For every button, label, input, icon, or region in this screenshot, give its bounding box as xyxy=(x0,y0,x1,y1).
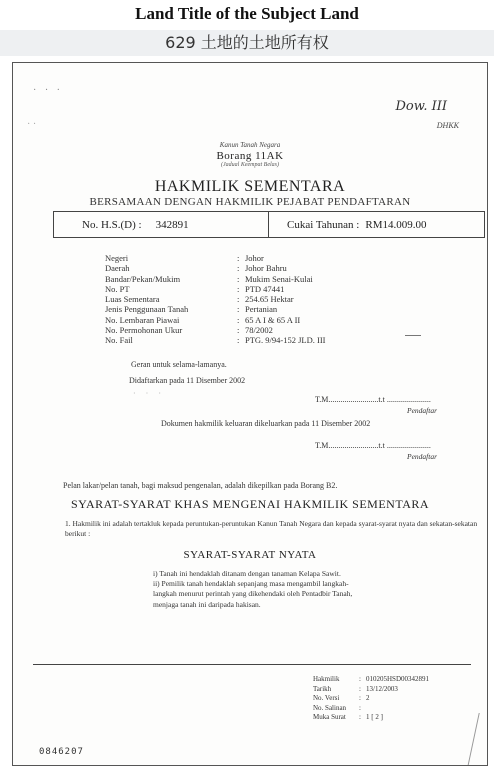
stamp-smudge: · · · xyxy=(133,389,165,398)
meta-row: Tarikh : 13/12/2003 xyxy=(313,684,398,693)
hs-label: No. H.S.(D) : xyxy=(82,218,142,231)
detail-label: No. Permohonan Ukur xyxy=(105,325,183,336)
meta-value: 13/12/2003 xyxy=(366,684,398,693)
borang-label: Borang 11AK xyxy=(216,150,284,162)
cukai-cell xyxy=(269,219,484,231)
page-subtitle: 629 土地的土地所有权 xyxy=(165,33,329,52)
detail-value: 78/2002 xyxy=(245,325,273,336)
detail-row: Daerah : Johor Bahru xyxy=(105,263,425,273)
detail-value: Pertanian xyxy=(245,304,278,315)
scanned-land-title-document xyxy=(12,62,488,766)
meta-value: 010205HSD00342891 xyxy=(366,675,430,683)
meta-label: No. Salinan xyxy=(313,703,347,712)
scan-specks-2: · · xyxy=(27,119,37,130)
meta-value: 1 [ 2 ] xyxy=(366,713,383,722)
detail-label: No. Lembaran Piawai xyxy=(105,314,180,325)
hs-number-cell xyxy=(54,212,269,237)
detail-label: Luas Sementara xyxy=(105,294,160,305)
meta-label: Hakmilik xyxy=(313,675,340,683)
detail-row: Bandar/Pekan/Mukim : Mukim Senai-Kulai xyxy=(105,274,425,284)
conditions-list xyxy=(153,569,353,610)
detail-value: Johor xyxy=(245,253,264,263)
special-conditions-heading: SYARAT-SYARAT KHAS MENGENAI HAKMILIK SEMENTARA xyxy=(70,497,430,511)
meta-row: Muka Surat : 1 [ 2 ] xyxy=(313,713,383,722)
form-header xyxy=(13,141,487,168)
detail-label: Bandar/Pekan/Mukim xyxy=(105,273,181,284)
detail-row: No. Permohonan Ukur : 78/2002 xyxy=(105,325,425,335)
express-conditions-heading: SYARAT-SYARAT NYATA xyxy=(183,549,317,561)
signature-line-1: T.M.........................t.t ...................... xyxy=(315,395,431,404)
land-details xyxy=(105,253,425,346)
detail-value: PTD 47441 xyxy=(245,283,285,294)
meta-label: Muka Surat xyxy=(313,713,346,722)
detail-value: PTG. 9/94-152 JLD. III xyxy=(245,335,326,346)
title-number-box xyxy=(53,211,485,238)
detail-value: 254.65 Hektar xyxy=(245,294,294,305)
corner-code: DHKK xyxy=(436,121,459,130)
jadual-label: (Jadual Keempat Belas) xyxy=(221,162,279,168)
margin-note: Dow. III xyxy=(395,99,447,114)
document-subheading: BERSAMAAN DENGAN HAKMILIK PEJABAT PENDAFTARAN xyxy=(89,196,411,208)
detail-row: Negeri : Johor xyxy=(105,253,425,263)
registrar-label-1: Pendaftar xyxy=(407,406,437,415)
detail-value: Johor Bahru xyxy=(245,263,287,274)
detail-row: No. Fail : PTG. 9/94-152 JLD. III xyxy=(105,335,425,345)
kanun-label: Kanun Tanah Negara xyxy=(219,141,281,149)
detail-row: No. PT : PTD 47441 xyxy=(105,284,425,294)
document-heading: HAKMILIK SEMENTARA xyxy=(154,178,346,195)
plan-note: Pelan lakar/pelan tanah, bagi maksud pengenalan, adalah dikepilkan pada Borang B2. xyxy=(63,481,338,490)
detail-label: No. Fail xyxy=(105,335,133,346)
clause-1: 1. Hakmilik ini adalah tertakluk kepada peruntukan-peruntukan Kanun Tanah Negara dan kepada syarat-syarat nyata dan sekatan-sekatan berikut : xyxy=(65,519,478,538)
condition-item: ii) Pemilik tanah hendaklah sepanjang masa mengambil langkah-langkah menurut perintah yang dikehendaki oleh Pentadbir Tanah, menjaga tanah ini daripada hakisan. xyxy=(153,579,353,609)
margin-dash xyxy=(405,335,421,336)
page-title: Land Title of the Subject Land xyxy=(135,4,359,23)
meta-label: No. Versi xyxy=(313,694,340,703)
detail-label: Negeri xyxy=(105,253,129,263)
detail-row: No. Lembaran Piawai : 65 A I & 65 A II xyxy=(105,315,425,325)
cukai-value: RM14.009.00 xyxy=(365,218,427,231)
signature-line-2: T.M.........................t.t ...................... xyxy=(315,441,431,450)
geran-text: Geran untuk selama-lamanya. xyxy=(131,360,227,369)
meta-row: Hakmilik : 010205HSD00342891 xyxy=(313,675,430,683)
issue-date: Dokumen hakmilik keluaran dikeluarkan pada 11 Disember 2002 xyxy=(161,419,371,428)
detail-label: No. PT xyxy=(105,283,130,294)
meta-row: No. Versi : 2 xyxy=(313,694,370,703)
detail-value: Mukim Senai-Kulai xyxy=(245,273,313,284)
subtitle-band xyxy=(0,30,494,56)
hs-value: 342891 xyxy=(155,218,189,231)
detail-label: Jenis Penggunaan Tanah xyxy=(105,304,189,315)
detail-label: Daerah xyxy=(105,263,130,274)
detail-row: Luas Sementara : 254.65 Hektar xyxy=(105,294,425,304)
registrar-label-2: Pendaftar xyxy=(407,452,437,461)
registration-date: Didaftarkan pada 11 Disember 2002 xyxy=(129,376,246,385)
cukai-label: Cukai Tahunan : xyxy=(287,218,360,231)
serial-number: 0846207 xyxy=(39,747,84,757)
meta-label: Tarikh xyxy=(313,684,332,693)
meta-row: No. Salinan : xyxy=(313,703,361,712)
meta-value: 2 xyxy=(366,694,370,703)
scan-specks: · · · xyxy=(33,85,63,96)
detail-row: Jenis Penggunaan Tanah : Pertanian xyxy=(105,304,425,314)
condition-item: i) Tanah ini hendaklah ditanam dengan tanaman Kelapa Sawit. xyxy=(153,569,341,578)
section-divider xyxy=(33,664,471,665)
record-metadata xyxy=(313,675,429,723)
detail-value: 65 A I & 65 A II xyxy=(245,314,301,325)
page-crease xyxy=(467,713,488,766)
